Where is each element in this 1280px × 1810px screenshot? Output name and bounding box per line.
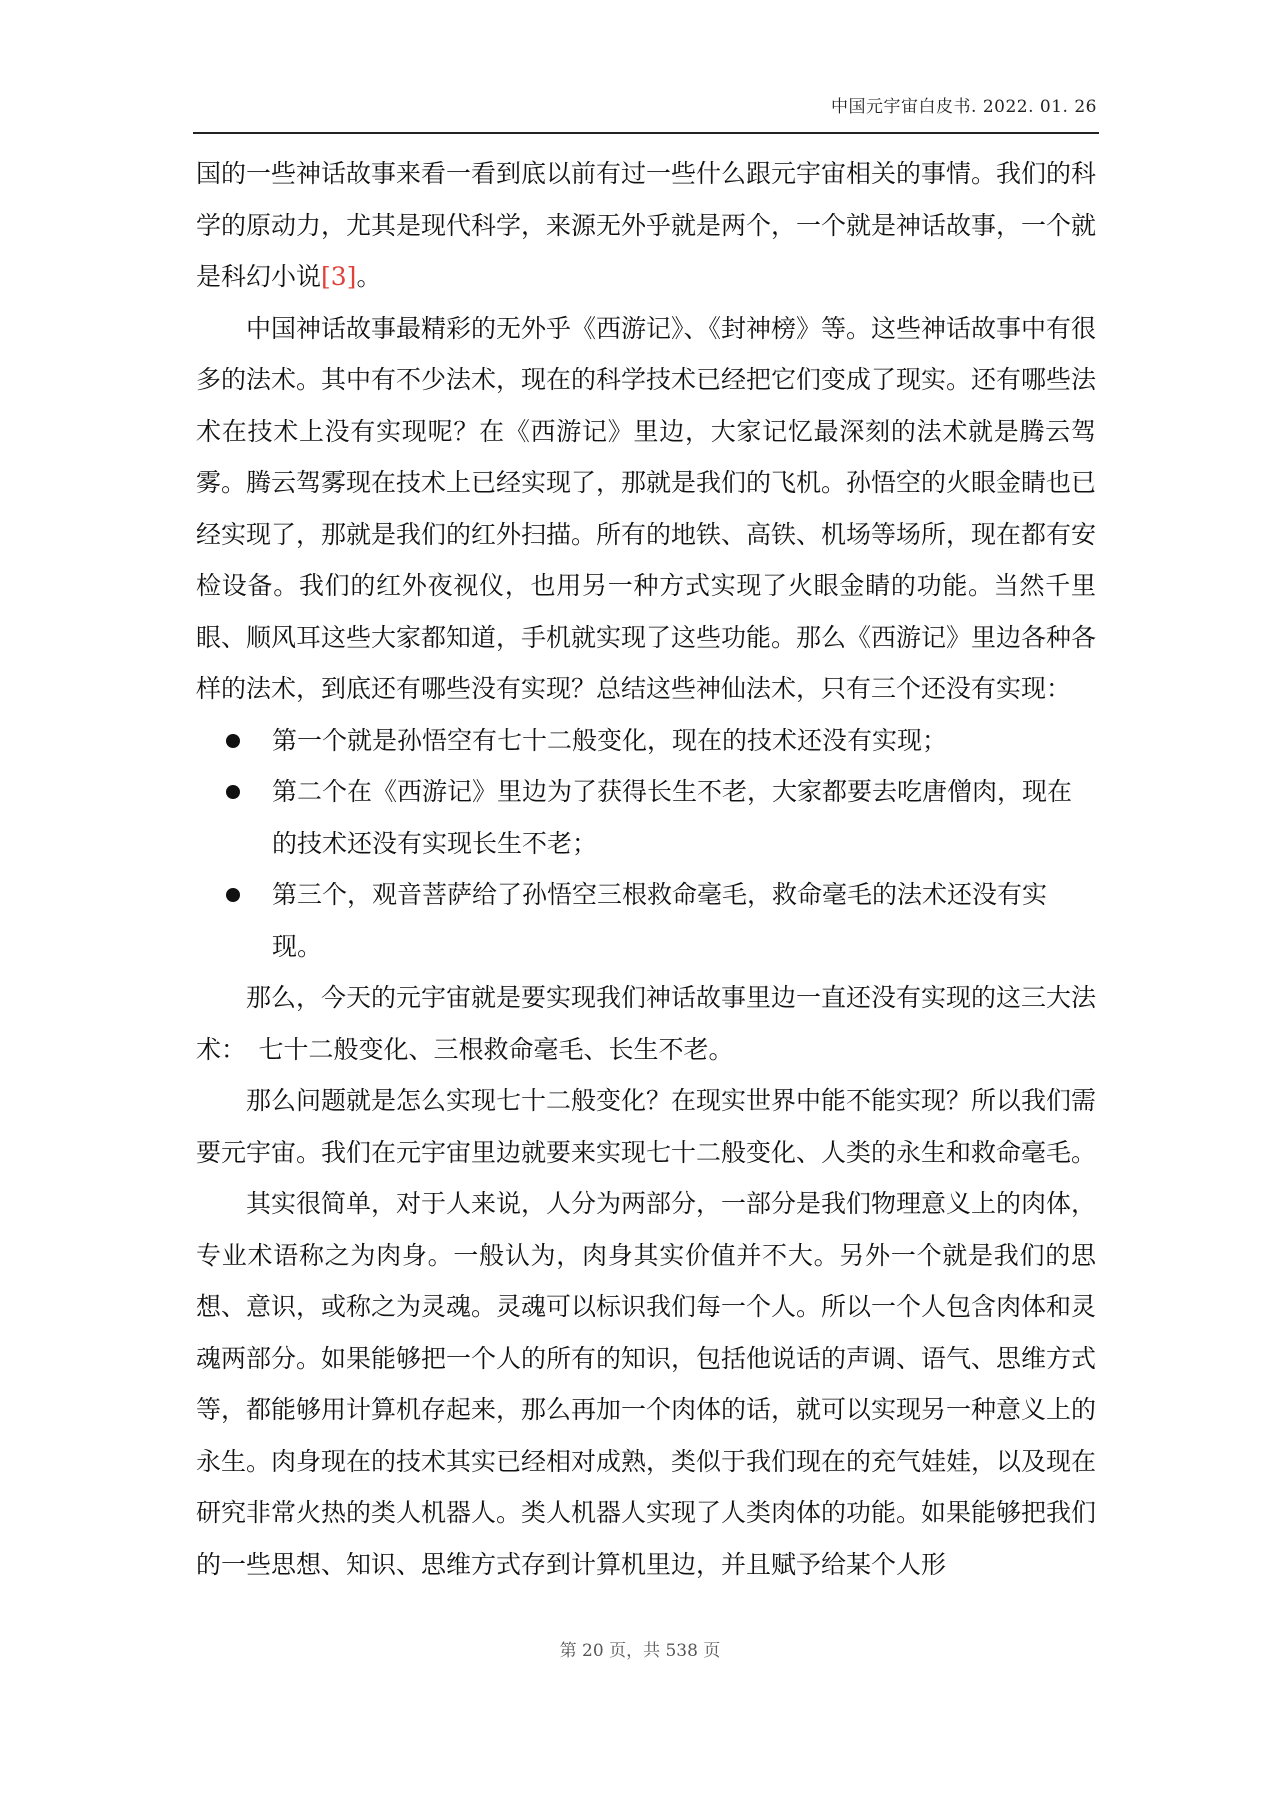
paragraph-1-text: 国的一些神话故事来看一看到底以前有过一些什么跟元宇宙相关的事情。我们的科学的原动力，尤其是现代科学，来源无外乎就是两个，一个就是神话故事，一个就是科幻小说 — [196, 159, 1097, 291]
paragraph-2: 中国神话故事最精彩的无外乎《西游记》、《封神榜》等。这些神话故事中有很多的法术。其中有不少法术，现在的科学技术已经把它们变成了现实。还有哪些法术在技术上没有实现呢？在《西游记》里边，大家记忆最深刻的法术就是腾云驾雾。腾云驾雾现在技术上已经实现了，那就是我们的飞机。孙悟空的火眼金睛也已经实现了，那就是我们的红外扫描。所有的地铁、高铁、机场等场所，现在都有安检设备。我们的红外夜视仪，也用另一种方式实现了火眼金睛的功能。当然千里眼、顺风耳这些大家都知道，手机就实现了这些功能。那么《西游记》里边各种各样的法术，到底还有哪些没有实现？总结这些神仙法术，只有三个还没有实现： — [196, 313, 1097, 703]
list-item-text: 第二个在《西游记》里边为了获得长生不老，大家都要去吃唐僧肉，现在的技术还没有实现长生不老； — [272, 777, 1073, 858]
list-item — [196, 766, 1096, 869]
list-item-text: 第一个就是孙悟空有七十二般变化，现在的技术还没有实现； — [272, 725, 948, 755]
paragraph-3: 那么，今天的元宇宙就是要实现我们神话故事里边一直还没有实现的这三大法术： 七十二般变化、三根救命毫毛、长生不老。 — [196, 983, 1097, 1064]
bullet-list — [196, 715, 1096, 973]
bullet-dot-icon — [226, 888, 240, 902]
list-item — [196, 715, 1096, 767]
paragraph-1-end: 。 — [356, 262, 382, 291]
paragraph-4: 那么问题就是怎么实现七十二般变化？在现实世界中能不能实现？所以我们需要元宇宙。我们在元宇宙里边就要来实现七十二般变化、人类的永生和救命毫毛。 — [196, 1086, 1097, 1167]
list-item — [196, 869, 1096, 972]
page-number: 第 20 页，共 538 页 — [559, 1641, 721, 1661]
bullet-dot-icon — [226, 734, 240, 748]
citation-link[interactable]: [3] — [321, 262, 357, 291]
page-header — [193, 86, 1099, 134]
page-footer — [0, 1636, 1280, 1661]
body-content — [196, 148, 1096, 1590]
paragraph-5: 其实很简单，对于人来说，人分为两部分，一部分是我们物理意义上的肉体，专业术语称之为肉身。一般认为，肉身其实价值并不大。另外一个就是我们的思想、意识，或称之为灵魂。灵魂可以标识我们每一个人。所以一个人包含肉体和灵魂两部分。如果能够把一个人的所有的知识，包括他说话的声调、语气、思维方式等，都能够用计算机存起来，那么再加一个肉体的话，就可以实现另一种意义上的永生。肉身现在的技术其实已经相对成熟，类似于我们现在的充气娃娃，以及现在研究非常火热的类人机器人。类人机器人实现了人类肉体的功能。如果能够把我们的一些思想、知识、思维方式存到计算机里边，并且赋予给某个人形 — [196, 1189, 1097, 1579]
bullet-dot-icon — [226, 785, 240, 799]
list-item-text: 第三个，观音菩萨给了孙悟空三根救命毫毛，救命毫毛的法术还没有实现。 — [272, 880, 1048, 961]
paragraph-1 — [196, 148, 1096, 303]
header-title: 中国元宇宙白皮书. 2022. 01. 26 — [831, 97, 1097, 117]
